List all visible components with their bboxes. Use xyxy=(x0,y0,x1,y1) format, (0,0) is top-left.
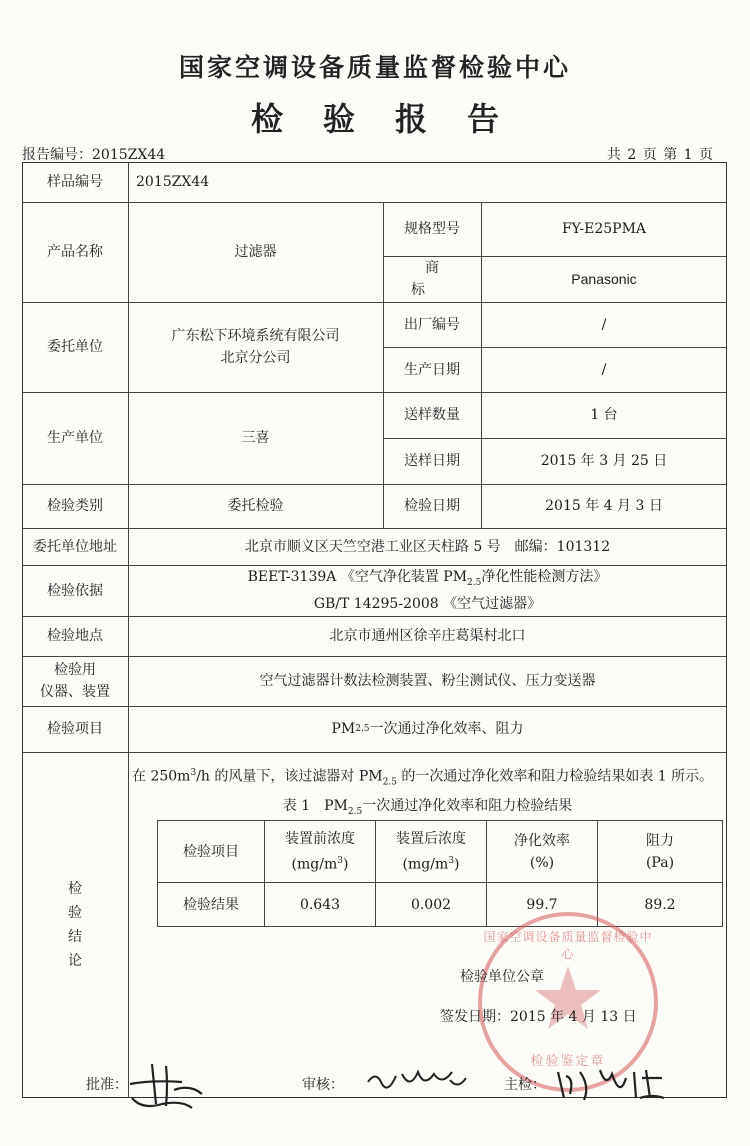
test-type-label: 检验类别 xyxy=(47,498,103,514)
product-name-value: 过滤器 xyxy=(234,244,277,260)
producer-value: 三喜 xyxy=(241,430,270,446)
client-address-label: 委托单位地址 xyxy=(33,538,117,555)
header-inlet-concentration: 装置前浓度 $(mg/m^3)$ xyxy=(265,821,376,883)
brand-value: Panasonic xyxy=(571,271,637,287)
model-label: 规格型号 xyxy=(404,221,460,237)
test-date-value: 2015 年 4 月 3 日 xyxy=(545,498,663,514)
conclusion-label: 检 验 结 论 xyxy=(68,881,82,969)
org-title: 国家空调设备质量监督检验中心 xyxy=(178,53,571,82)
test-date-label: 检验日期 xyxy=(404,498,460,514)
header-resistance: 阻力 (Pa) xyxy=(598,821,723,883)
test-item-label: 检验项目 xyxy=(47,721,103,737)
factory-number-value: / xyxy=(601,316,607,333)
producer-label: 生产单位 xyxy=(47,430,103,446)
result-outlet: 0.002 xyxy=(376,883,487,927)
product-name-label: 产品名称 xyxy=(47,244,103,260)
test-item-value: PM 2.5 一次通过净化效率、阻力 xyxy=(331,721,524,737)
seal-caption: 检验单位公章 xyxy=(460,969,544,985)
sample-qty-label: 送样数量 xyxy=(404,407,460,423)
conclusion-intro: 在 $250m^3/h$ 的风量下，该过滤器对 $PM_{2.5}$ 的一次通过净化效率和阻力检验结果如表 1 所示。 xyxy=(132,768,714,788)
production-date-label: 生产日期 xyxy=(404,361,460,378)
header-efficiency: 净化效率 (%) xyxy=(487,821,598,883)
result-efficiency: 99.7 xyxy=(487,883,598,927)
table-caption: 表 1 $PM_{2.5}$一次通过净化效率和阻力检验结果 xyxy=(282,798,573,817)
approver-signature xyxy=(122,1054,212,1114)
client-line-2: 北京分公司 xyxy=(220,350,291,366)
chief-inspector-signature xyxy=(550,1058,670,1106)
sample-number-label: 样品编号 xyxy=(47,174,103,190)
result-inlet: 0.643 xyxy=(265,883,376,927)
send-date-value: 2015 年 3 月 25 日 xyxy=(540,453,668,469)
test-basis-line-1: BEET-3139A 《空气净化装置 $PM_{2.5}$净化性能检测方法》 xyxy=(247,568,608,588)
report-number: 报告编号：2015ZX44 xyxy=(22,147,166,163)
factory-number-label: 出厂编号 xyxy=(404,316,460,333)
send-date-label: 送样日期 xyxy=(404,453,460,469)
official-seal: 国家空调设备质量监督检验中心 检验鉴定章 xyxy=(478,912,658,1092)
client-line-1: 广东松下环境系统有限公司 xyxy=(171,328,340,344)
client-address-value: 北京市顺义区天竺空港工业区天柱路 5 号 邮编：101312 xyxy=(244,538,611,555)
review-label: 审核： xyxy=(302,1077,344,1093)
report-title: 检验报告 xyxy=(250,100,539,138)
test-place-value: 北京市通州区徐辛庄葛渠村北口 xyxy=(329,628,526,644)
test-basis-value xyxy=(128,565,727,616)
model-value: FY-E25PMA xyxy=(561,221,647,237)
result-resistance: 89.2 xyxy=(598,883,723,927)
results-header-row xyxy=(158,821,723,883)
sample-qty-value: 1 台 xyxy=(590,407,618,423)
chief-inspector-label: 主检： xyxy=(504,1077,546,1093)
header-test-item: 检验项目 xyxy=(158,821,265,883)
results-table xyxy=(157,820,723,927)
result-label: 检验结果 xyxy=(158,883,265,927)
sample-number-value: 2015ZX44 xyxy=(136,174,210,190)
equipment-value: 空气过滤器计数法检测装置、粉尘测试仪、压力变送器 xyxy=(259,673,596,689)
brand-label: 商 标 xyxy=(411,260,467,298)
equipment-label: 检验用 仪器、装置 xyxy=(40,662,110,700)
production-date-value: / xyxy=(601,361,607,378)
approve-label: 批准： xyxy=(86,1077,128,1093)
reviewer-signature xyxy=(362,1060,472,1100)
client-label: 委托单位 xyxy=(47,339,103,355)
page-indicator: 共 2 页 第 1 页 xyxy=(606,147,714,163)
test-place-label: 检验地点 xyxy=(47,628,103,644)
test-basis-label: 检验依据 xyxy=(47,582,103,599)
issue-date: 签发日期：2015 年 4 月 13 日 xyxy=(440,1009,637,1025)
header-outlet-concentration: 装置后浓度 $(mg/m^3)$ xyxy=(376,821,487,883)
client-value xyxy=(128,302,383,392)
test-basis-line-2: GB/T 14295-2008 《空气过滤器》 xyxy=(313,596,542,613)
test-type-value: 委托检验 xyxy=(227,498,284,514)
